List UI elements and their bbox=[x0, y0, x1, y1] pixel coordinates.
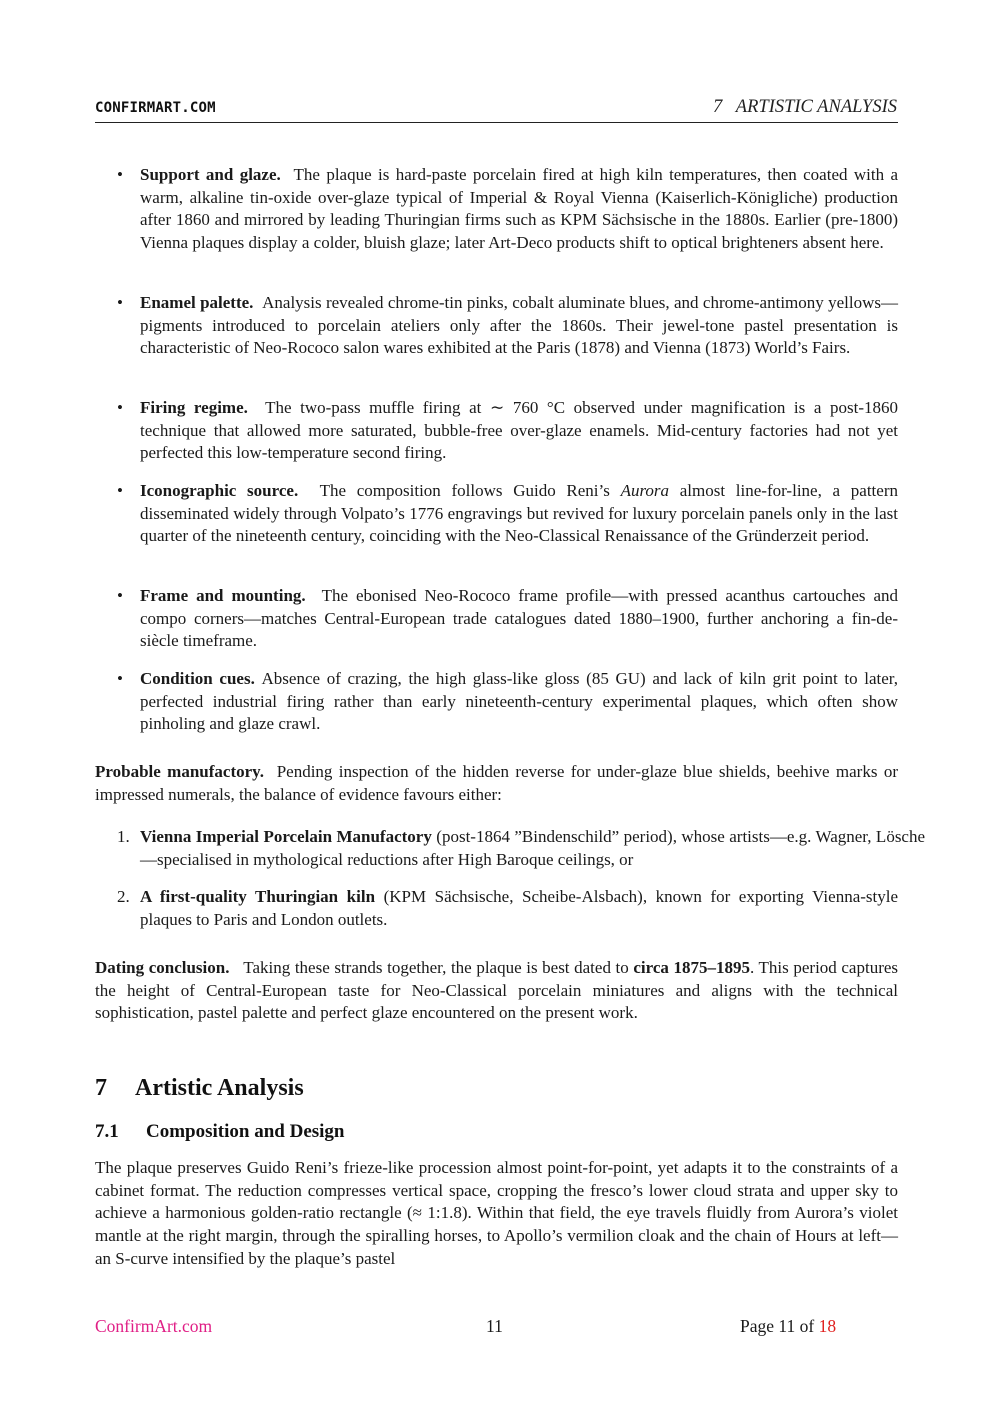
item-lead: Frame and mounting. bbox=[140, 586, 306, 605]
enum-lead: Vienna Imperial Porcelain Manufactory bbox=[140, 827, 432, 846]
bullet-marker: • bbox=[117, 293, 123, 312]
list-item bbox=[140, 292, 898, 360]
paragraph-text-start: Taking these strands together, the plaque is best dated to bbox=[243, 958, 634, 977]
list-item bbox=[140, 164, 898, 255]
section-number: 7 bbox=[95, 1075, 107, 1101]
subsection-heading bbox=[95, 1121, 345, 1143]
page-total-link[interactable]: 18 bbox=[818, 1316, 837, 1336]
item-text: Analysis revealed chrome-tin pinks, cobalt aluminate blues, and chrome-antimony yellows—pigments introduced to porcelain ateliers only after the 1860s. Their jewel-tone pastel presentation is characteristic of Neo-Rococo salon wares exhibited at the Paris (1878) and Vienna (1873) World’s Fairs. bbox=[140, 293, 898, 358]
footer-site-link[interactable]: ConfirmArt.com bbox=[95, 1316, 213, 1336]
bullet-marker: • bbox=[117, 165, 123, 184]
section-title: Artistic Analysis bbox=[135, 1075, 304, 1101]
footer-page-count bbox=[740, 1316, 836, 1337]
composition-paragraph: The plaque preserves Guido Reni’s frieze-like procession almost point-for-point, yet adapts it to the constraints of a cabinet format. The reduction compresses vertical space, cropping the fresco’s lower cloud strata and upper sky to achieve a harmonious golden-ratio rectangle (≈ 1:1.8). Within that field, the eye travels fluidly from Aurora’s violet mantle at the right margin, through the spiralling horses, to Apollo’s vermilion cloak and the chain of Hours at left—an S-curve intensified by the plaque’s pastel bbox=[95, 1158, 898, 1268]
list-item bbox=[140, 585, 898, 653]
item-text: The two-pass muffle firing at ∼ 760 °C observed under magnification is a post-1860 technique that allowed more saturated, bubble-free over-glaze enamels. Mid-century factories had not yet perfected this low-temperature second firing. bbox=[140, 398, 899, 463]
bullet-marker: • bbox=[117, 669, 123, 688]
running-title: 7 ARTISTIC ANALYSIS bbox=[713, 97, 897, 117]
paragraph-lead: Probable manufactory. bbox=[95, 762, 264, 781]
item-text: Absence of crazing, the high glass-like gloss (85 GU) and lack of kiln grit point to later, perfected industrial firing rather than early nineteenth-century experimental plaques, which often show pinholing and glaze crawl. bbox=[140, 669, 899, 734]
manufactory-paragraph bbox=[95, 761, 898, 806]
paragraph-text-end: . This period captures the height of Central-European taste for Neo-Classical porcelain miniatures and aligns with the technical sophistication, pastel palette and perfect glaze encountered on the present work. bbox=[95, 958, 899, 1023]
subsection-title: Composition and Design bbox=[146, 1121, 345, 1142]
list-item bbox=[140, 668, 898, 736]
paragraph-text: Pending inspection of the hidden reverse for under-glaze blue shields, beehive marks or impressed numerals, the balance of evidence favours either: bbox=[95, 762, 898, 804]
date-range: circa 1875–1895 bbox=[633, 958, 751, 977]
item-lead: Support and glaze. bbox=[140, 165, 281, 184]
subsection-number: 7.1 bbox=[95, 1121, 119, 1142]
bullet-marker: • bbox=[117, 586, 123, 605]
item-lead: Condition cues. bbox=[140, 669, 255, 688]
item-lead: Firing regime. bbox=[140, 398, 248, 417]
enum-number: 2. bbox=[117, 887, 130, 906]
enum-number: 1. bbox=[117, 827, 130, 846]
enum-item bbox=[140, 886, 898, 931]
paragraph-lead: Dating conclusion. bbox=[95, 958, 230, 977]
enum-item bbox=[140, 826, 925, 871]
item-lead: Enamel palette. bbox=[140, 293, 254, 312]
item-text-end: almost line-for-line, a pattern disseminated widely through Volpato’s 1776 engravings but revived for luxury porcelain panels only in the last quarter of the nineteenth century, coinciding with the Neo-Classical Renaissance of the Gründerzeit period. bbox=[140, 481, 898, 546]
item-text: The plaque is hard-paste porcelain fired at high kiln temperatures, then coated with a warm, alkaline tin-oxide over-glaze typical of Imperial & Royal Vienna (Kaiserlich-Königliche) production after 1860 and mirrored by leading Thuringian firms such as KPM Sächsische in the 1880s. Earlier (pre-1800) Vienna plaques display a colder, bluish glaze; later Art-Deco products shift to optical brighteners absent here. bbox=[140, 165, 899, 253]
footer-page-number: 11 bbox=[486, 1316, 503, 1336]
bullet-marker: • bbox=[117, 398, 123, 417]
item-text-start: The composition follows Guido Reni’s bbox=[319, 481, 621, 500]
enum-lead: A first-quality Thuringian kiln bbox=[140, 887, 376, 906]
page-label: Page 11 of bbox=[740, 1316, 815, 1336]
bullet-marker: • bbox=[117, 481, 123, 500]
artwork-title: Aurora bbox=[620, 481, 670, 500]
header-rule bbox=[95, 122, 898, 123]
list-item bbox=[140, 480, 898, 548]
enum-text: (post-1864 ”Bindenschild” period), whose artists—e.g. Wagner, Lösche—specialised in mythological reductions after High Baroque ceilings, or bbox=[140, 827, 926, 869]
item-lead: Iconographic source. bbox=[140, 481, 299, 500]
list-item bbox=[140, 397, 898, 465]
section-heading bbox=[95, 1075, 304, 1102]
item-text: The ebonised Neo-Rococo frame profile—with pressed acanthus cartouches and compo corners—matches Central-European trade catalogues dated 1880–1900, further anchoring a fin-de-siècle timeframe. bbox=[140, 586, 899, 651]
dating-paragraph bbox=[95, 957, 898, 1025]
enum-text: (KPM Sächsische, Scheibe-Alsbach), known for exporting Vienna-style plaques to Paris and London outlets. bbox=[140, 887, 899, 929]
site-logo: CONFIRMART.COM bbox=[95, 100, 216, 116]
